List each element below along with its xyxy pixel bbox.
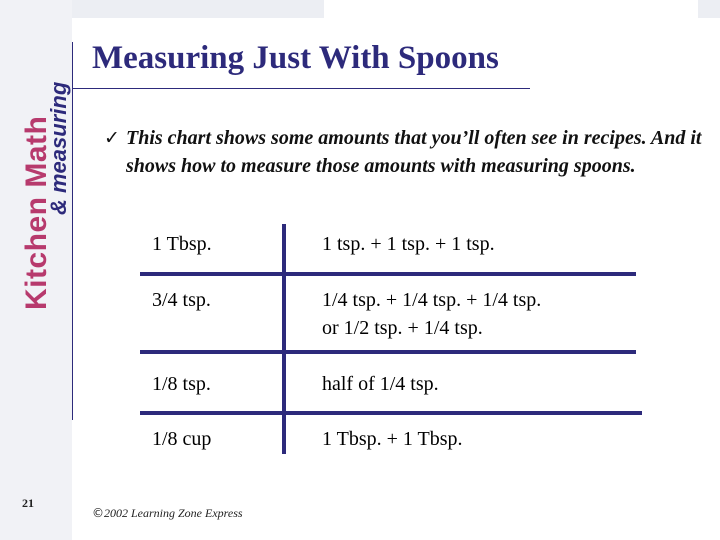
table-cell-amount: 1 Tbsp. [152,233,212,255]
bullet-point [104,124,704,180]
corner-frame-block [698,0,720,18]
kitchen-math-logo [18,10,70,310]
table-cell-measure: 1 Tbsp. + 1 Tbsp. [322,428,463,450]
table-cell-amount: 3/4 tsp. [152,289,211,311]
checkmark-icon: ✓ [104,127,120,149]
logo-main-text: Kitchen Math [20,115,53,310]
table-cell-amount: 1/8 tsp. [152,373,211,395]
table-row-divider [140,272,636,276]
table-column-divider [282,224,286,454]
table-cell-amount: 1/8 cup [152,428,212,450]
slide-title: Measuring Just With Spoons [92,40,499,76]
page-number: 21 [22,496,34,510]
copyright-symbol: © [92,506,104,520]
table-cell-measure: 1 tsp. + 1 tsp. + 1 tsp. [322,233,495,255]
copyright-text: 2002 Learning Zone Express [104,506,243,520]
title-divider-vertical [72,42,73,420]
bullet-text: This chart shows some amounts that you’ll often see in recipes. And it shows how to measure those amounts with measuring spoons. [126,127,702,177]
table-row-divider [140,350,636,354]
table-row-divider [140,411,642,415]
logo-sub-text: & measuring [46,81,71,215]
table-cell-measure: half of 1/4 tsp. [322,373,439,395]
top-frame-block [72,0,324,18]
title-underline [72,88,530,89]
table-cell-measure: 1/4 tsp. + 1/4 tsp. + 1/4 tsp. [322,289,542,311]
copyright-notice [92,506,243,521]
table-cell-measure: or 1/2 tsp. + 1/4 tsp. [322,317,483,339]
